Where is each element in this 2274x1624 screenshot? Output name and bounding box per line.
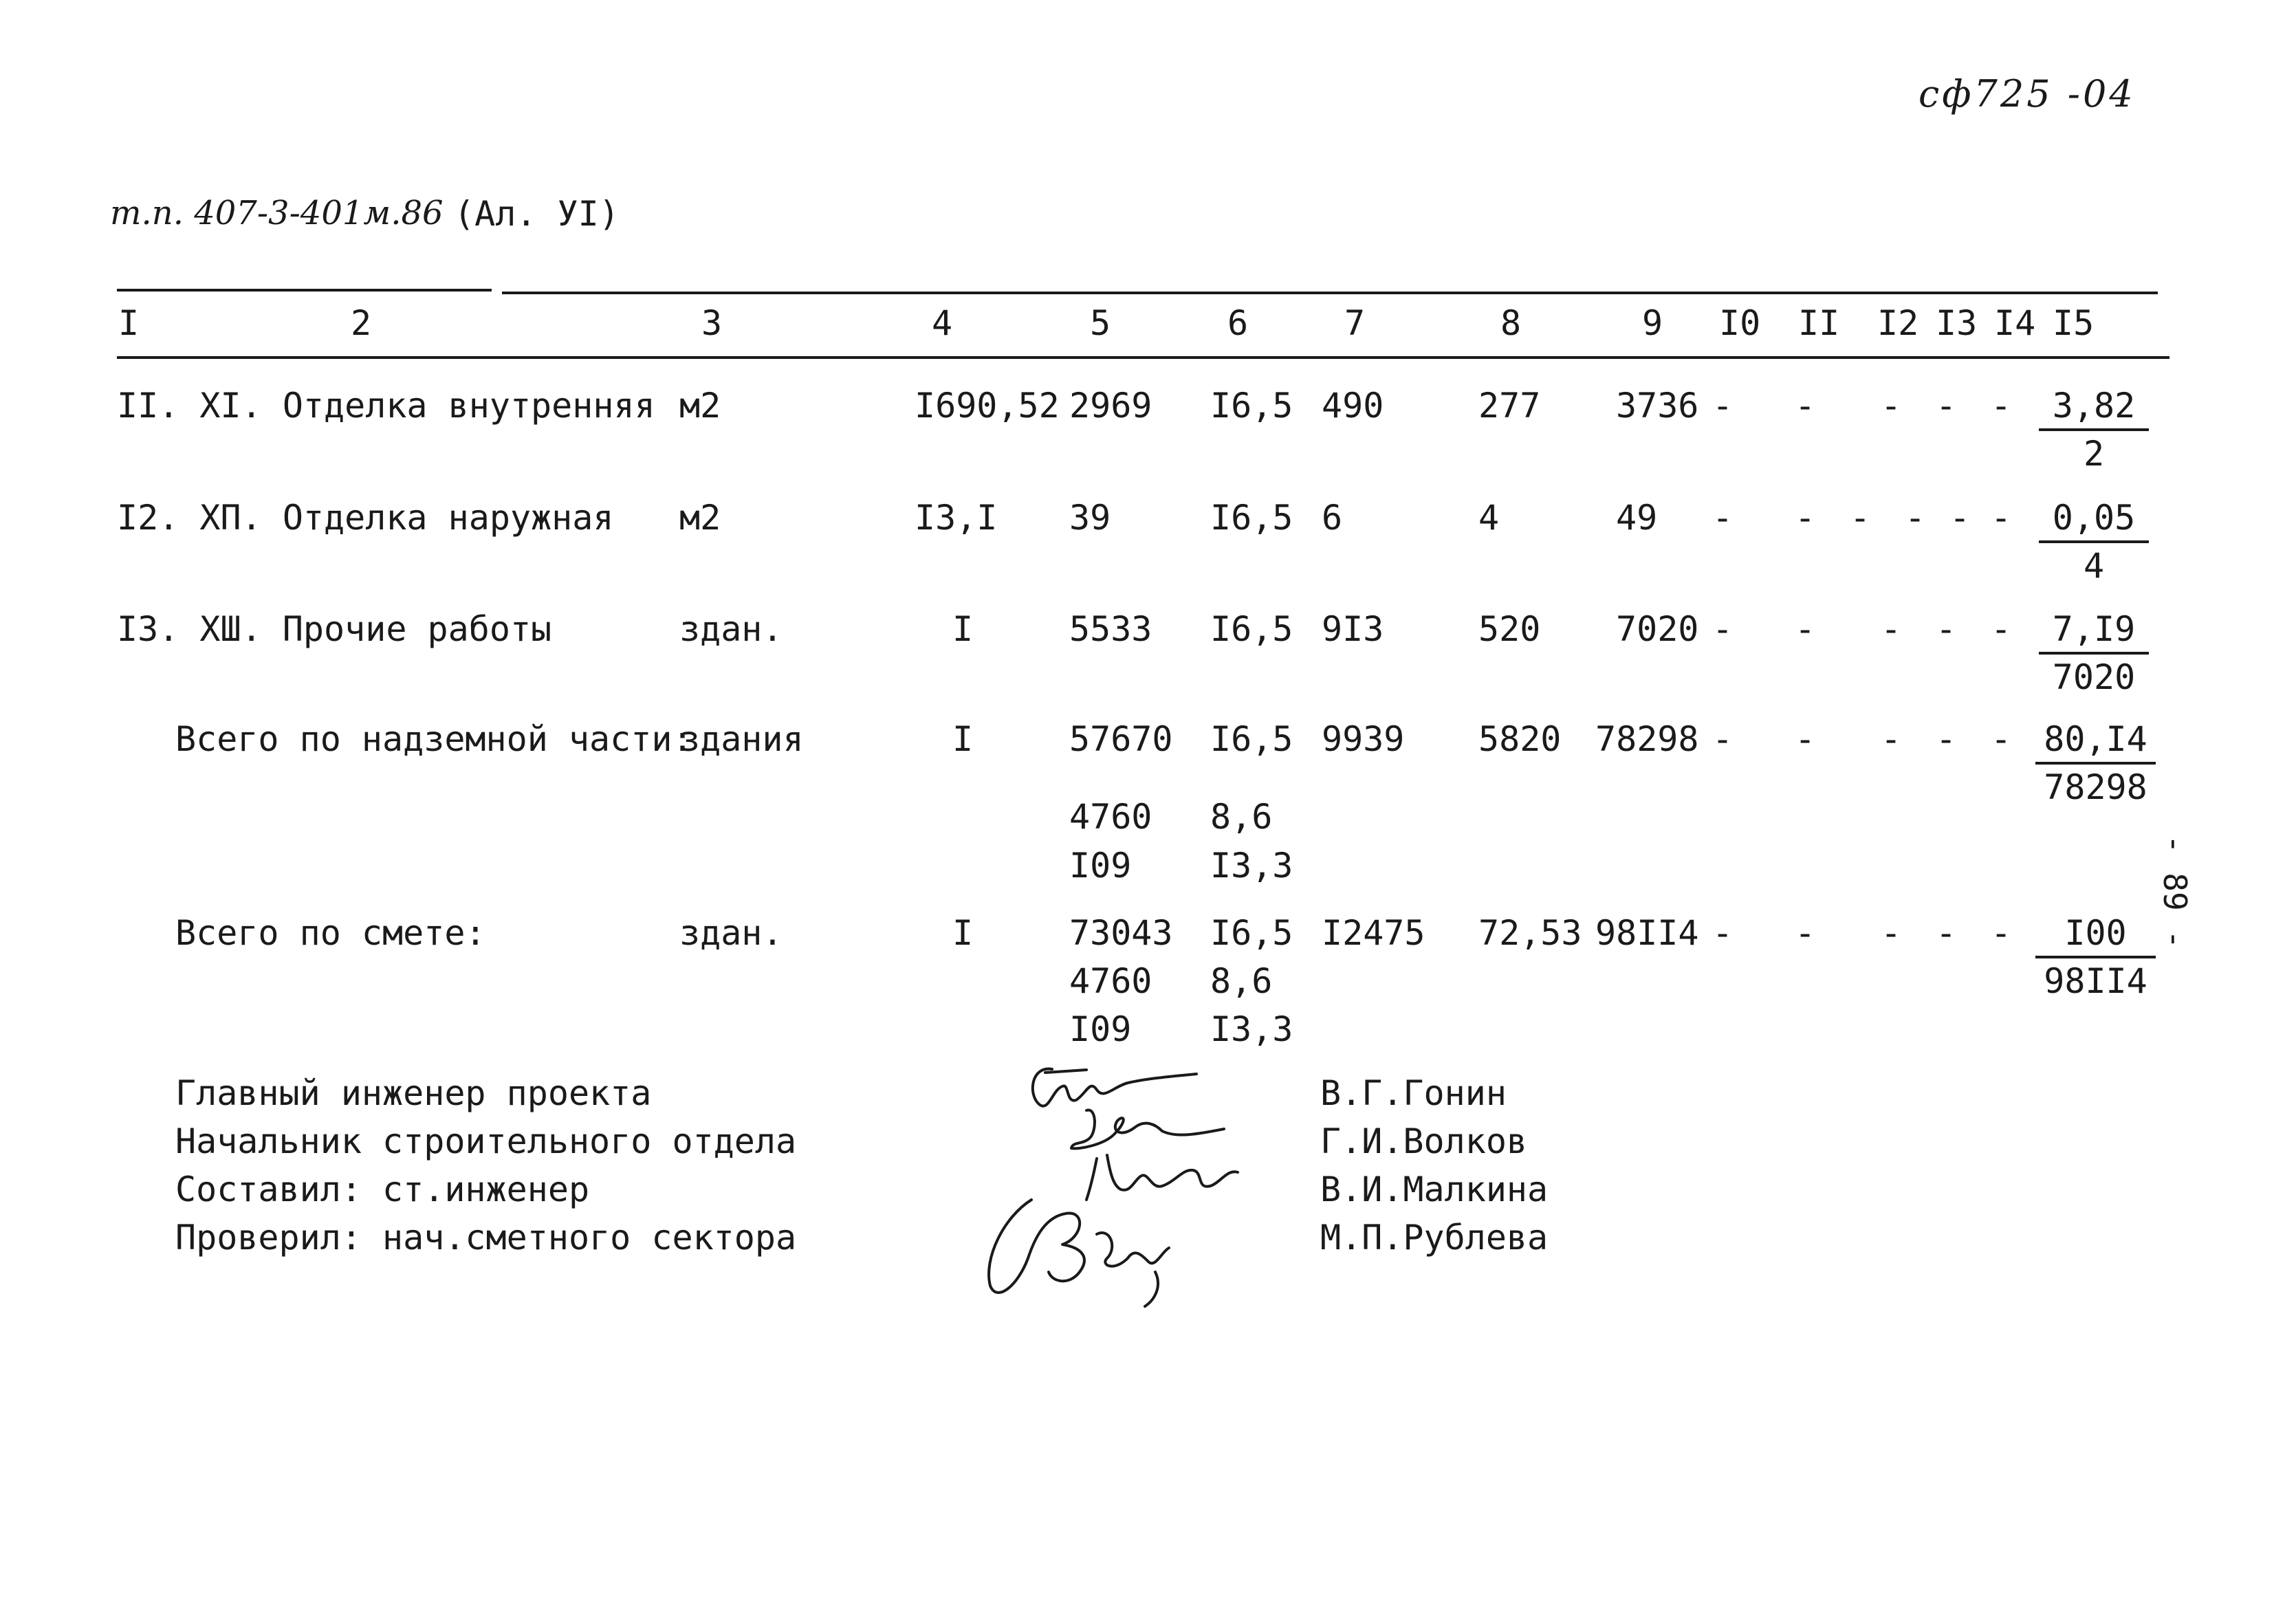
subtotal-extra-c5: 4760	[1069, 797, 1152, 837]
total-label: Всего по смете:	[175, 913, 486, 953]
row-c5: 39	[1069, 498, 1111, 538]
row-dash: -	[1936, 386, 1957, 426]
row-c5: 2969	[1069, 386, 1152, 426]
row-c15-top: 3,82	[2039, 388, 2149, 431]
total-c15-fraction	[2035, 913, 2156, 1001]
total-c8: 72,53	[1478, 913, 1582, 953]
row-unit: м2	[679, 498, 721, 538]
subtotal-label: Всего по надземной части:	[175, 719, 693, 759]
row-dash: -	[1881, 609, 1902, 649]
subtotal-unit: здания	[679, 719, 804, 759]
row-dash: -	[1795, 609, 1816, 649]
total-c9: 98II4	[1595, 913, 1699, 953]
row-c6: I6,5	[1210, 609, 1293, 649]
row-c15-bottom: 2	[2083, 434, 2105, 474]
subtotal-c15-top: 80,I4	[2035, 722, 2156, 765]
doc-ref-printed: (Ал. УI)	[454, 194, 620, 234]
total-c5: 73043	[1069, 913, 1173, 953]
row-dash: -	[1936, 609, 1957, 649]
subtotal-c15-fraction	[2035, 719, 2156, 807]
row-c4: I	[952, 609, 974, 649]
row-unit: м2	[679, 386, 721, 426]
row-c15-fraction	[2039, 498, 2149, 586]
top-rule-left	[117, 289, 492, 292]
row-c15-bottom: 7020	[2052, 657, 2136, 697]
col-header-10: I0	[1719, 303, 1761, 343]
row-c9: 3736	[1616, 386, 1699, 426]
total-c15-top: I00	[2035, 916, 2156, 958]
col-header-8: 8	[1500, 303, 1522, 343]
total-c7: I2475	[1322, 913, 1425, 953]
col-header-6: 6	[1227, 303, 1249, 343]
row-dash: -	[1850, 498, 1871, 538]
subtotal-c9: 78298	[1595, 719, 1699, 759]
col-header-13: I3	[1936, 303, 1978, 343]
row-c6: I6,5	[1210, 386, 1293, 426]
subtotal-dash: -	[1936, 719, 1957, 759]
total-dash: -	[1712, 913, 1734, 953]
subtotal-c8: 5820	[1478, 719, 1562, 759]
row-dash: -	[1991, 386, 2012, 426]
subtotal-c4: I	[952, 719, 974, 759]
row-c15-fraction	[2039, 386, 2149, 474]
col-header-12: I2	[1877, 303, 1919, 343]
col-header-14: I4	[1994, 303, 2036, 343]
total-extra-c5: I09	[1069, 1009, 1132, 1049]
row-dash: -	[1712, 386, 1734, 426]
signature-name: М.П.Рублева	[1320, 1218, 1549, 1258]
row-c15-top: 7,I9	[2039, 612, 2149, 655]
total-c15-bottom: 98II4	[2044, 961, 2147, 1001]
row-c7: 9I3	[1322, 609, 1384, 649]
subtotal-extra-c5: I09	[1069, 846, 1132, 886]
row-c9: 49	[1616, 498, 1658, 538]
row-dash: -	[1905, 498, 1926, 538]
total-c4: I	[952, 913, 974, 953]
col-header-5: 5	[1090, 303, 1111, 343]
row-c5: 5533	[1069, 609, 1152, 649]
row-name: I2. XП. Отделка наружная	[117, 498, 614, 538]
row-c8: 277	[1478, 386, 1541, 426]
row-dash: -	[1991, 609, 2012, 649]
col-header-4: 4	[932, 303, 953, 343]
signature-rubleva	[989, 1200, 1169, 1306]
signature-volkov	[1071, 1110, 1224, 1149]
signature-name: Г.И.Волков	[1320, 1121, 1528, 1161]
total-unit: здан.	[679, 913, 783, 953]
total-extra-c5: 4760	[1069, 961, 1152, 1001]
row-dash: -	[1712, 609, 1734, 649]
subtotal-extra-c6: 8,6	[1210, 797, 1273, 837]
row-dash: -	[1795, 498, 1816, 538]
doc-ref-handwritten: т.п. 407-3-401м.86	[110, 194, 444, 232]
subtotal-dash: -	[1712, 719, 1734, 759]
row-c15-fraction	[2039, 609, 2149, 697]
page-number: - 89 -	[2156, 834, 2194, 950]
row-dash: -	[1712, 498, 1734, 538]
row-c4: I690,52	[915, 386, 1060, 426]
total-dash: -	[1936, 913, 1957, 953]
signature-role: Составил: ст.инженер	[175, 1170, 590, 1209]
row-dash: -	[1795, 386, 1816, 426]
subtotal-dash: -	[1795, 719, 1816, 759]
top-rule	[502, 292, 2158, 294]
row-c9: 7020	[1616, 609, 1699, 649]
col-header-7: 7	[1344, 303, 1366, 343]
sheet-code: сф725 -04	[1918, 72, 2136, 116]
row-c8: 4	[1478, 498, 1500, 538]
col-header-2: 2	[351, 303, 372, 343]
row-c8: 520	[1478, 609, 1541, 649]
row-name: I3. XШ. Прочие работы	[117, 609, 552, 649]
header-rule	[117, 356, 2169, 359]
subtotal-c15-bottom: 78298	[2044, 767, 2147, 807]
signature-role: Главный инженер проекта	[175, 1073, 652, 1113]
total-extra-c6: I3,3	[1210, 1009, 1293, 1049]
total-dash: -	[1795, 913, 1816, 953]
row-c15-top: 0,05	[2039, 501, 2149, 543]
total-extra-c6: 8,6	[1210, 961, 1273, 1001]
total-dash: -	[1991, 913, 2012, 953]
signature-name: В.И.Малкина	[1320, 1170, 1549, 1209]
subtotal-dash: -	[1881, 719, 1902, 759]
subtotal-extra-c6: I3,3	[1210, 846, 1293, 886]
handwritten-signatures	[949, 1052, 1334, 1327]
total-dash: -	[1881, 913, 1902, 953]
signature-gonin	[1033, 1069, 1196, 1106]
col-header-11: II	[1798, 303, 1840, 343]
row-unit: здан.	[679, 609, 783, 649]
col-header-9: 9	[1642, 303, 1663, 343]
row-c7: 490	[1322, 386, 1384, 426]
signature-malkina	[1086, 1155, 1238, 1200]
row-c7: 6	[1322, 498, 1343, 538]
subtotal-dash: -	[1991, 719, 2012, 759]
subtotal-c5: 57670	[1069, 719, 1173, 759]
row-c4: I3,I	[915, 498, 998, 538]
subtotal-c7: 9939	[1322, 719, 1405, 759]
row-name: II. XI. Отделка внутренняя	[117, 386, 655, 426]
subtotal-c6: I6,5	[1210, 719, 1293, 759]
col-header-3: 3	[701, 303, 723, 343]
row-dash: -	[1881, 386, 1902, 426]
row-dash: -	[1949, 498, 1971, 538]
row-c6: I6,5	[1210, 498, 1293, 538]
signature-role: Начальник строительного отдела	[175, 1121, 797, 1161]
signature-name: В.Г.Гонин	[1320, 1073, 1507, 1113]
row-dash: -	[1991, 498, 2012, 538]
signature-role: Проверил: нач.сметного сектора	[175, 1218, 797, 1258]
total-c6: I6,5	[1210, 913, 1293, 953]
col-header-15: I5	[2053, 303, 2095, 343]
row-c15-bottom: 4	[2083, 546, 2105, 586]
col-header-1: I	[118, 303, 140, 343]
